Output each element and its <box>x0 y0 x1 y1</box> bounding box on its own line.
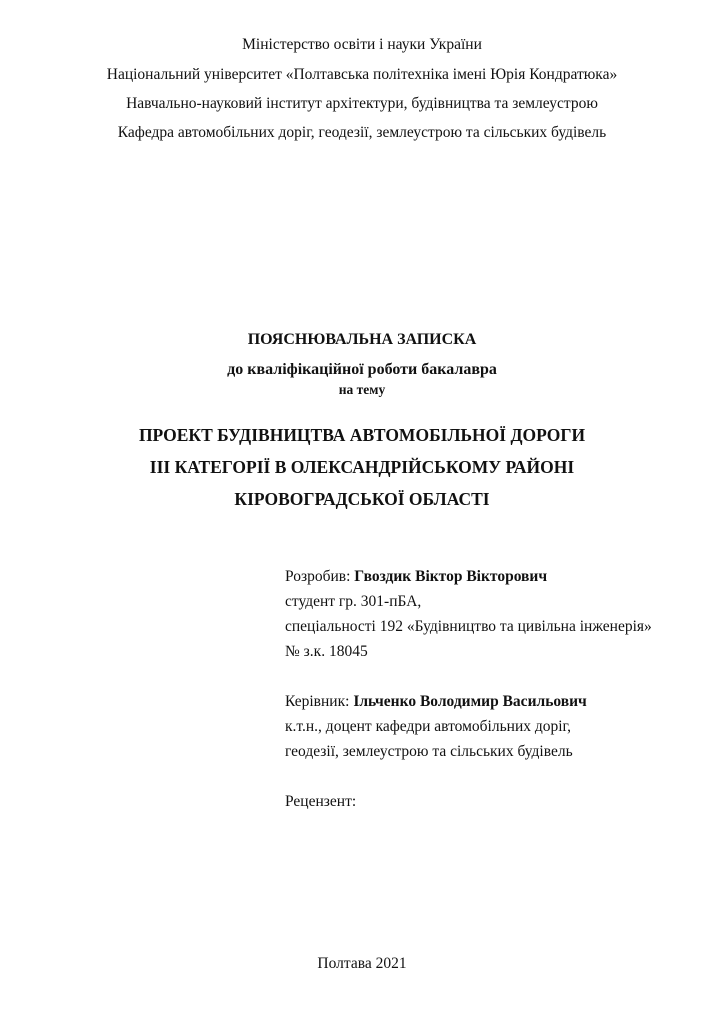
supervisor-position-2: геодезії, землеустрою та сільських будівель <box>285 743 573 760</box>
doc-title: ПОЯСНЮВАЛЬНА ЗАПИСКА <box>247 331 477 348</box>
reviewer-label: Рецензент: <box>285 793 357 810</box>
topic-line-2: ІІІ КАТЕГОРІЇ В ОЛЕКСАНДРІЙСЬКОМУ РАЙОНІ <box>149 457 575 477</box>
author-line <box>285 567 547 587</box>
author-name: Гвоздик Віктор Вікторович <box>354 568 548 585</box>
author-specialty: спеціальності 192 «Будівництво та цивільна інженерія» <box>285 618 652 635</box>
topic-label: на тему <box>338 382 386 397</box>
supervisor-position-1: к.т.н., доцент кафедри автомобільних доріг, <box>285 718 572 735</box>
author-label: Розробив: <box>285 568 351 585</box>
university-line: Національний університет «Полтавська політехніка імені Юрія Кондратюка» <box>106 66 618 83</box>
doc-subtitle: до кваліфікаційної роботи бакалавра <box>227 361 497 378</box>
author-record-book: № з.к. 18045 <box>285 643 368 660</box>
ministry-line: Міністерство освіти і науки України <box>242 36 482 53</box>
supervisor-line <box>285 692 587 712</box>
department-line: Кафедра автомобільних доріг, геодезії, землеустрою та сільських будівель <box>117 124 607 141</box>
author-group: студент гр. 301-пБА, <box>285 593 422 610</box>
topic-line-3: КІРОВОГРАДСЬКОЇ ОБЛАСТІ <box>234 489 490 509</box>
supervisor-label: Керівник: <box>285 693 350 710</box>
supervisor-name: Ільченко Володимир Васильович <box>353 693 587 710</box>
topic-line-1: ПРОЕКТ БУДІВНИЦТВА АВТОМОБІЛЬНОЇ ДОРОГИ <box>138 425 586 445</box>
city-year: Полтава 2021 <box>317 955 407 972</box>
institute-line: Навчально-науковий інститут архітектури, будівництва та землеустрою <box>126 95 598 112</box>
